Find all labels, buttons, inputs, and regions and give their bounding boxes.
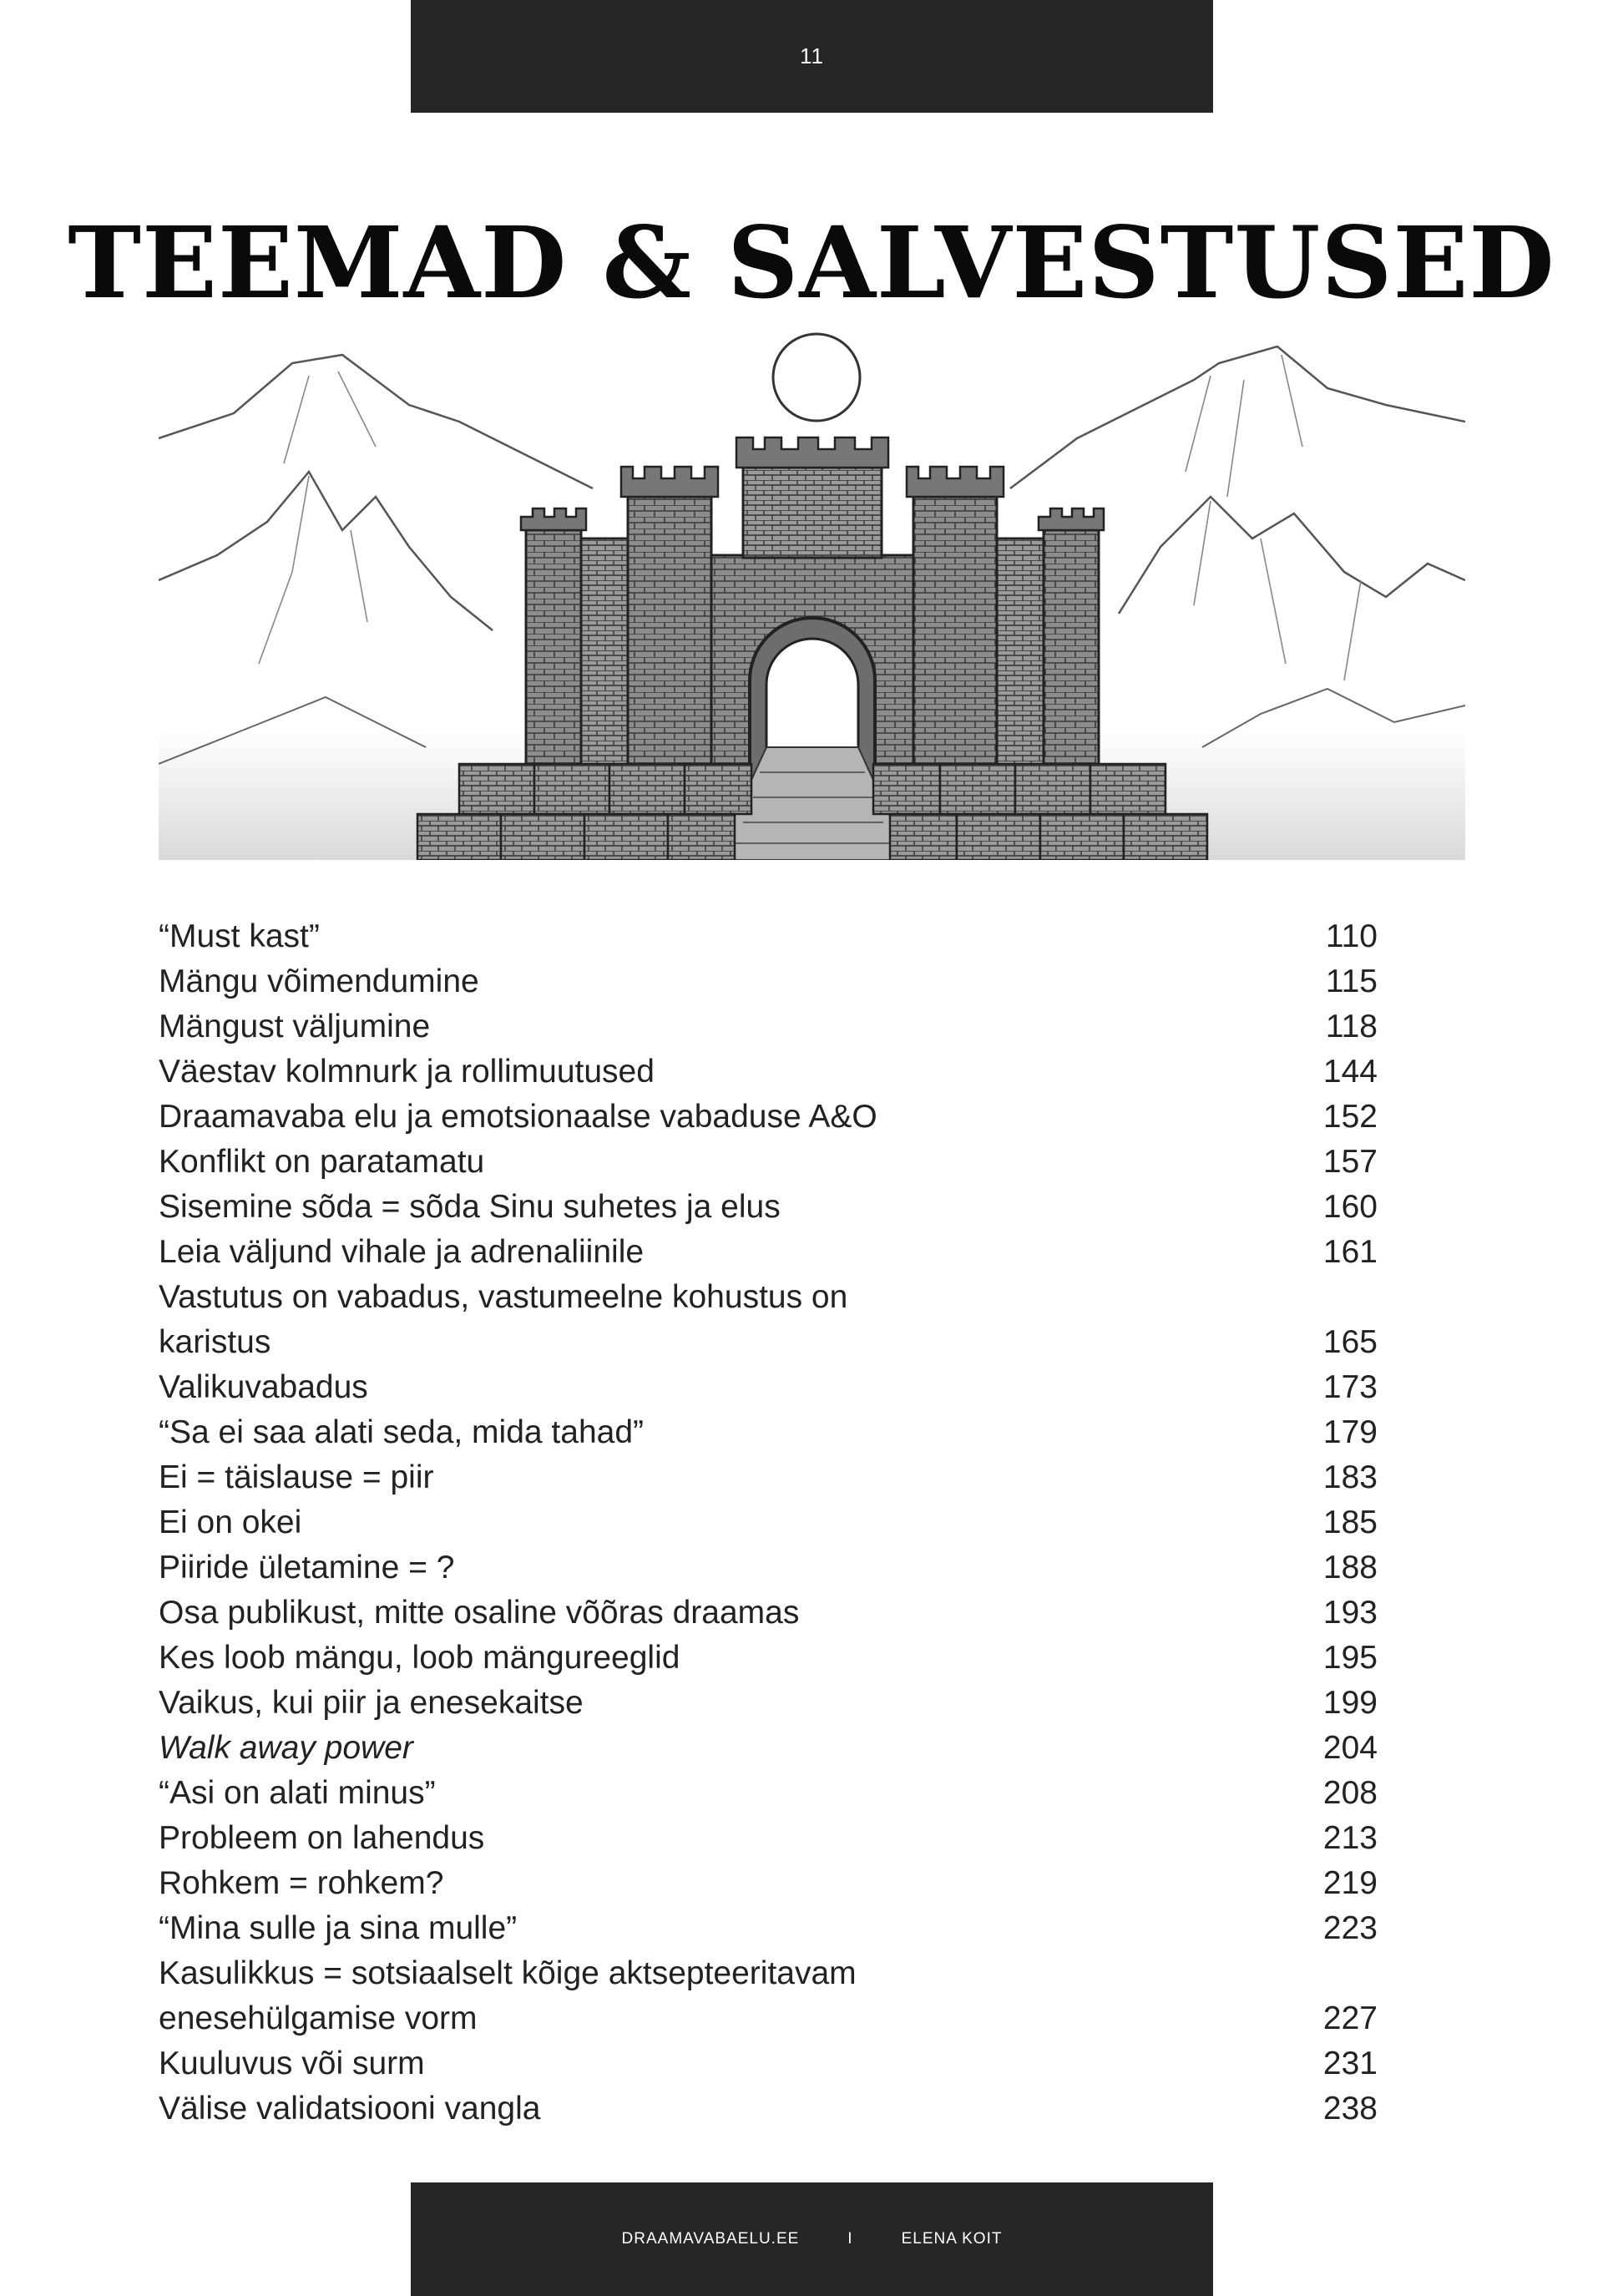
toc-title: Konflikt on paratamatu bbox=[159, 1144, 485, 1180]
toc-row bbox=[159, 2041, 1378, 2086]
toc-row bbox=[159, 1591, 1378, 1636]
toc-title: Vastutus on vabadus, vastumeelne kohustus on bbox=[159, 1279, 848, 1315]
toc-title: Kasulikkus = sotsiaalselt kõige aktsepteeritavam bbox=[159, 1955, 857, 1991]
toc-row bbox=[159, 1365, 1378, 1410]
toc-row bbox=[159, 2086, 1378, 2132]
toc-row bbox=[159, 1410, 1378, 1455]
toc-row bbox=[159, 1455, 1378, 1500]
toc-title: Ei = täislause = piir bbox=[159, 1459, 434, 1495]
toc-title: Kes loob mängu, loob mängureeglid bbox=[159, 1640, 680, 1676]
toc-row bbox=[159, 1545, 1378, 1591]
toc-title: karistus bbox=[159, 1324, 271, 1360]
toc-title: Ei on okei bbox=[159, 1505, 302, 1540]
footer-author: ELENA KOIT bbox=[901, 2230, 1003, 2248]
toc-title: Draamavaba elu ja emotsionaalse vabaduse A&O bbox=[159, 1099, 877, 1135]
toc-page: 161 bbox=[1322, 1234, 1378, 1270]
toc-title: Valikuvabadus bbox=[159, 1369, 368, 1405]
toc-page: 227 bbox=[1322, 2000, 1378, 2036]
toc-row bbox=[159, 1906, 1378, 1951]
footer-separator: I bbox=[847, 2230, 853, 2248]
toc-page: 213 bbox=[1322, 1820, 1378, 1856]
toc-row bbox=[159, 1861, 1378, 1906]
toc-title: “Asi on alati minus” bbox=[159, 1775, 436, 1811]
footer-bar bbox=[411, 2182, 1213, 2296]
toc-title: “Sa ei saa alati seda, mida tahad” bbox=[159, 1414, 645, 1450]
page-number: 11 bbox=[800, 43, 824, 68]
toc-page: 208 bbox=[1322, 1775, 1378, 1811]
toc-row bbox=[159, 1140, 1378, 1185]
toc-page: 183 bbox=[1322, 1459, 1378, 1495]
toc-page: 110 bbox=[1325, 918, 1378, 954]
toc-row bbox=[159, 1816, 1378, 1861]
toc-row bbox=[159, 1636, 1378, 1681]
toc-row bbox=[159, 1726, 1378, 1771]
toc-title: Välise validatsiooni vangla bbox=[159, 2091, 541, 2127]
toc-page: 115 bbox=[1325, 963, 1378, 999]
toc-page: 160 bbox=[1322, 1189, 1378, 1225]
toc-title: Leia väljund vihale ja adrenaliinile bbox=[159, 1234, 645, 1270]
toc-row bbox=[159, 1951, 1378, 1996]
toc-title: Mängu võimendumine bbox=[159, 963, 479, 999]
toc-row bbox=[159, 1996, 1378, 2041]
toc-row bbox=[159, 1049, 1378, 1095]
toc-row bbox=[159, 1230, 1378, 1275]
toc-page: 118 bbox=[1325, 1009, 1378, 1044]
toc-page: 195 bbox=[1322, 1640, 1378, 1676]
toc-title: Osa publikust, mitte osaline võõras draamas bbox=[159, 1595, 800, 1631]
toc-page: 157 bbox=[1322, 1144, 1378, 1180]
toc-row bbox=[159, 1185, 1378, 1230]
toc-title: Vaikus, kui piir ja enesekaitse bbox=[159, 1685, 584, 1721]
toc-title: Walk away power bbox=[159, 1730, 413, 1766]
toc-title: enesehülgamise vorm bbox=[159, 2000, 478, 2036]
toc-row bbox=[159, 1771, 1378, 1816]
toc-row bbox=[159, 1004, 1378, 1049]
page-title: TEEMAD & SALVESTUSED bbox=[68, 205, 1555, 321]
toc-row bbox=[159, 1275, 1378, 1320]
footer-site: DRAAMAVABAELU.EE bbox=[621, 2230, 800, 2248]
toc-page: 165 bbox=[1322, 1324, 1378, 1360]
toc-title: Väestav kolmnurk ja rollimuutused bbox=[159, 1054, 655, 1090]
toc-title: Mängust väljumine bbox=[159, 1009, 431, 1044]
header-bar bbox=[411, 0, 1213, 113]
toc-page: 185 bbox=[1322, 1505, 1378, 1540]
toc-page: 173 bbox=[1322, 1369, 1378, 1405]
toc-title: Probleem on lahendus bbox=[159, 1820, 485, 1856]
toc-page: 188 bbox=[1322, 1550, 1378, 1585]
toc-title: “Must kast” bbox=[159, 918, 320, 954]
toc-row bbox=[159, 1500, 1378, 1545]
toc-title: Sisemine sõda = sõda Sinu suhetes ja elus bbox=[159, 1189, 781, 1225]
toc-page: 231 bbox=[1322, 2046, 1378, 2081]
toc-page: 199 bbox=[1322, 1685, 1378, 1721]
toc-row bbox=[159, 1681, 1378, 1726]
toc-page: 193 bbox=[1322, 1595, 1378, 1631]
toc-page: 152 bbox=[1322, 1099, 1378, 1135]
toc-title: Kuuluvus või surm bbox=[159, 2046, 425, 2081]
sun-icon bbox=[773, 334, 860, 421]
toc-title: Rohkem = rohkem? bbox=[159, 1865, 444, 1901]
toc-row bbox=[159, 914, 1378, 959]
toc-page: 204 bbox=[1322, 1730, 1378, 1766]
toc-row bbox=[159, 1095, 1378, 1140]
toc-page: 223 bbox=[1322, 1910, 1378, 1946]
toc-page: 219 bbox=[1322, 1865, 1378, 1901]
toc-page: 144 bbox=[1322, 1054, 1378, 1090]
toc-page: 238 bbox=[1322, 2091, 1378, 2127]
toc-row bbox=[159, 959, 1378, 1004]
castle-illustration bbox=[159, 330, 1465, 860]
toc-title: Piiride ületamine = ? bbox=[159, 1550, 455, 1585]
toc-page: 179 bbox=[1322, 1414, 1378, 1450]
toc-title: “Mina sulle ja sina mulle” bbox=[159, 1910, 518, 1946]
table-of-contents bbox=[159, 914, 1378, 2132]
toc-row bbox=[159, 1320, 1378, 1365]
